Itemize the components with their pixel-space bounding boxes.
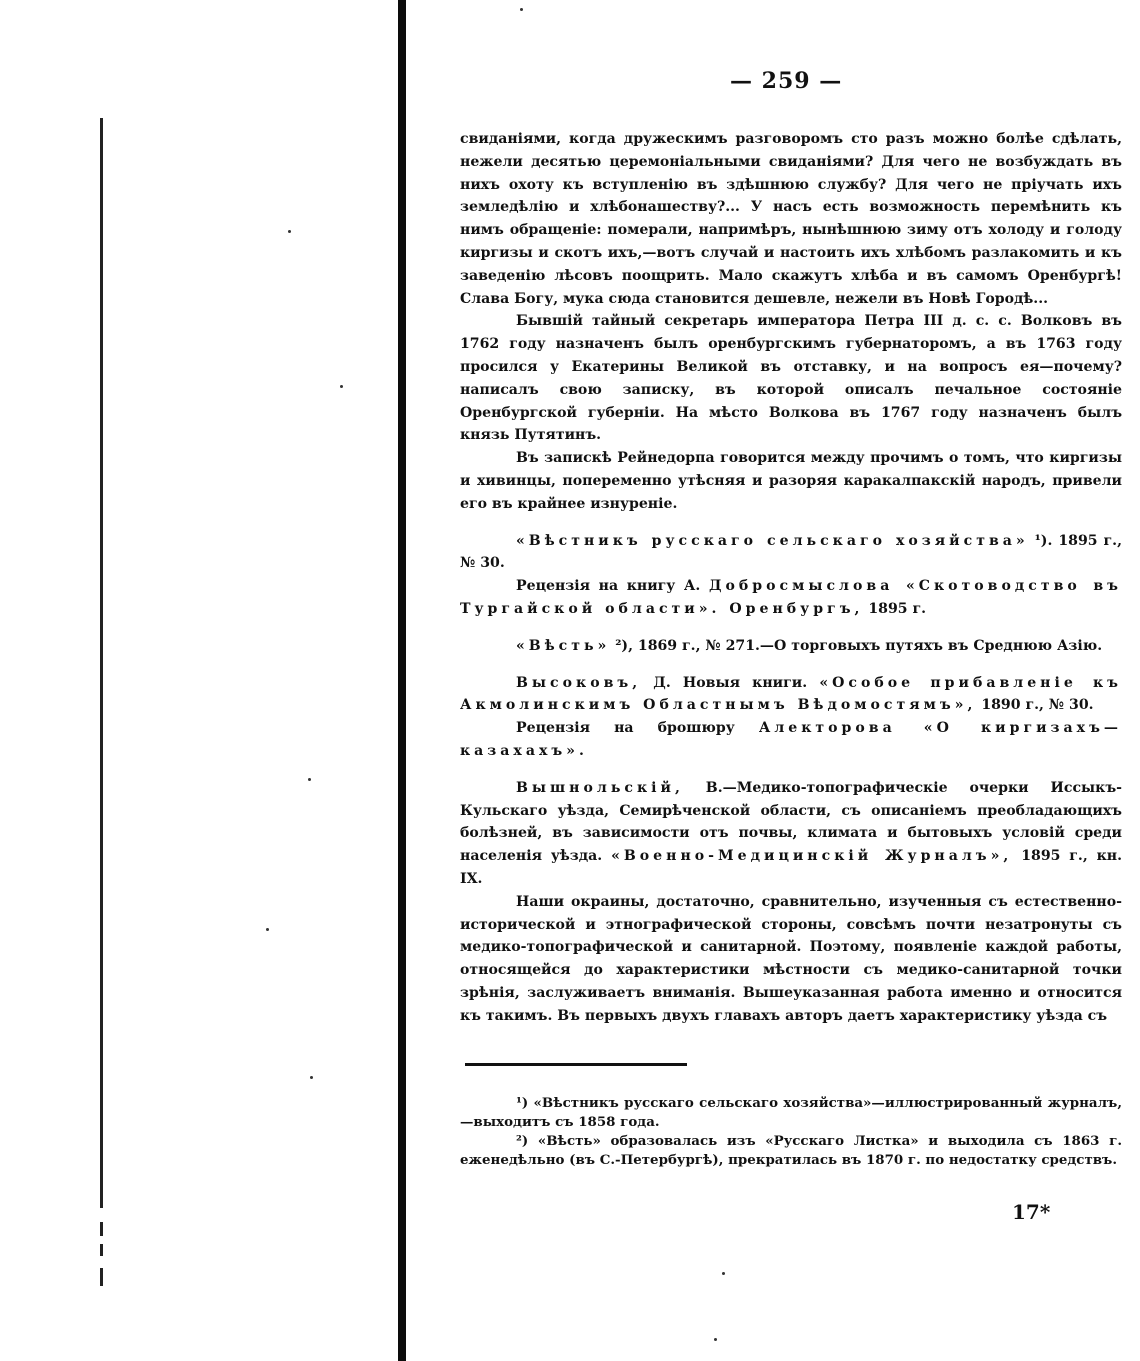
entry-title: «Вѣстникъ русскаго сельскаго хозяйства»	[516, 532, 1029, 549]
footnote-divider	[465, 1063, 687, 1066]
bibliography-entry	[460, 672, 1122, 718]
entry-details: 1895 г., кн. IX.	[460, 848, 1122, 887]
entry-title: «Особое прибавленіе къ Акмолинскимъ Областнымъ Вѣдомостямъ»,	[460, 674, 1122, 714]
margin-rule-fragment	[100, 1268, 103, 1286]
entry-prefix: Рецензія на книгу А.	[516, 578, 709, 595]
margin-rule	[100, 118, 103, 1208]
entry-title: Алекторова «О киргизахъ—казахахъ».	[460, 720, 1122, 759]
paragraph: Наши окраины, достаточно, сравнительно, изученныя съ естественно-исторической и этнографической стороны, совсѣмъ почти незатронуты съ медико-топографической и санитарной. Поэтому, появленіе каждой работы, относящейся до характеристики мѣстности съ медико-санитарной точки зрѣнія, заслуживаетъ вниманія. Вышеуказанная работа именно и относится къ такимъ. Въ первыхъ двухъ главахъ авторъ даетъ характеристику уѣзда съ	[460, 893, 1122, 1024]
entry-author: Высоковъ,	[516, 674, 642, 691]
entry-title: Добросмыслова «Скотоводство въ Тургайской области». Оренбургъ,	[460, 578, 1122, 617]
margin-speck	[266, 928, 269, 931]
review-note	[460, 717, 1122, 763]
page-number: — 259 —	[730, 68, 843, 94]
entry-details: ¹). 1895 г., № 30.	[460, 532, 1122, 572]
bibliography-entry	[460, 777, 1122, 891]
paragraph: свиданіями, когда дружескимъ разговоромъ сто разъ можно болѣе сдѣлать, нежели десятью церемоніальными свиданіями? Для чего не возбуждать въ нихъ охоту къ вступленію въ здѣшнюю службу? Для чего не пріучать ихъ земледѣлію и хлѣбонашеству?... У насъ есть возможность перемѣнить къ нимъ обращеніе: померали, напримѣръ, нынѣшнюю зиму отъ холоду и голоду киргизы и скотъ ихъ,—вотъ случай и настоить ихъ хлѣбомъ разлакомить и къ заведенію лѣсовъ поощрить. Мало скажутъ хлѣба и въ самомъ Оренбургѣ! Слава Богу, мука сюда становится дешевле, нежели въ Новѣ Городѣ...	[460, 131, 1122, 307]
paragraph: Бывшій тайный секретарь императора Петра III д. с. с. Волковъ въ 1762 году назначенъ былъ оренбургскимъ губернаторомъ, а въ 1763 году просился у Екатерины Великой въ отставку, и на вопросъ ея—почему? написалъ свою записку, въ которой описалъ печальное состояніе Оренбургской губерніи. На мѣсто Волкова въ 1767 году назначенъ былъ князь Путятинъ.	[460, 313, 1122, 444]
entry-details: 1895 г.	[863, 600, 927, 617]
left-blank-margin	[0, 0, 398, 1361]
margin-speck	[308, 778, 311, 781]
margin-speck	[288, 230, 291, 233]
footnote: ¹) «Вѣстникъ русскаго сельскаго хозяйства»—иллюстрированный журналъ,—выходитъ съ 1858 года.	[460, 1095, 1122, 1130]
margin-speck	[310, 1076, 313, 1079]
printer-signature-mark: 17*	[1012, 1200, 1051, 1224]
bibliography-entry	[460, 530, 1122, 576]
entry-details: В.—Медико-топографическіе очерки Иссыкъ-Кульскаго уѣзда, Семирѣченской области, съ описаніемъ преобладающихъ болѣзней, въ зависимости отъ почвы, климата и бытовыхъ условій среди населенія уѣзда.	[460, 779, 1122, 865]
paragraph: Въ запискѣ Рейнедорпа говорится между прочимъ о томъ, что киргизы и хивинцы, попеременно утѣсняя и разоряя каракалпакскій народъ, привели его въ крайнее изнуреніе.	[460, 450, 1122, 512]
entry-title: «Вѣсть»	[516, 637, 611, 654]
page-speck	[722, 1272, 725, 1275]
main-text	[460, 128, 1122, 1027]
entry-prefix: Рецензія на брошюру	[516, 720, 759, 737]
footnote: ²) «Вѣсть» образовалась изъ «Русскаго Листка» и выходила съ 1863 г. еженедѣльно (въ С.-Петербургѣ), прекратилась въ 1870 г. по недостатку средствъ.	[460, 1133, 1122, 1168]
page-speck	[714, 1338, 717, 1341]
margin-rule-fragment	[100, 1222, 103, 1236]
entry-details: ²), 1869 г., № 271.—О торговыхъ путяхъ въ Среднюю Азію.	[610, 637, 1103, 654]
page-speck	[520, 8, 523, 11]
entry-details: Д. Новыя книги.	[641, 674, 820, 691]
review-note	[460, 575, 1122, 621]
bibliography-entry	[460, 635, 1122, 658]
margin-speck	[340, 385, 343, 388]
entry-title: «Военно-Медицинскій Журналъ»,	[611, 848, 1013, 865]
margin-rule-fragment	[100, 1244, 103, 1256]
entry-author: Вышнольскій,	[516, 779, 684, 796]
page-binding-line	[398, 0, 406, 1361]
footnotes	[460, 1094, 1122, 1170]
entry-details: 1890 г., № 30.	[976, 697, 1094, 714]
